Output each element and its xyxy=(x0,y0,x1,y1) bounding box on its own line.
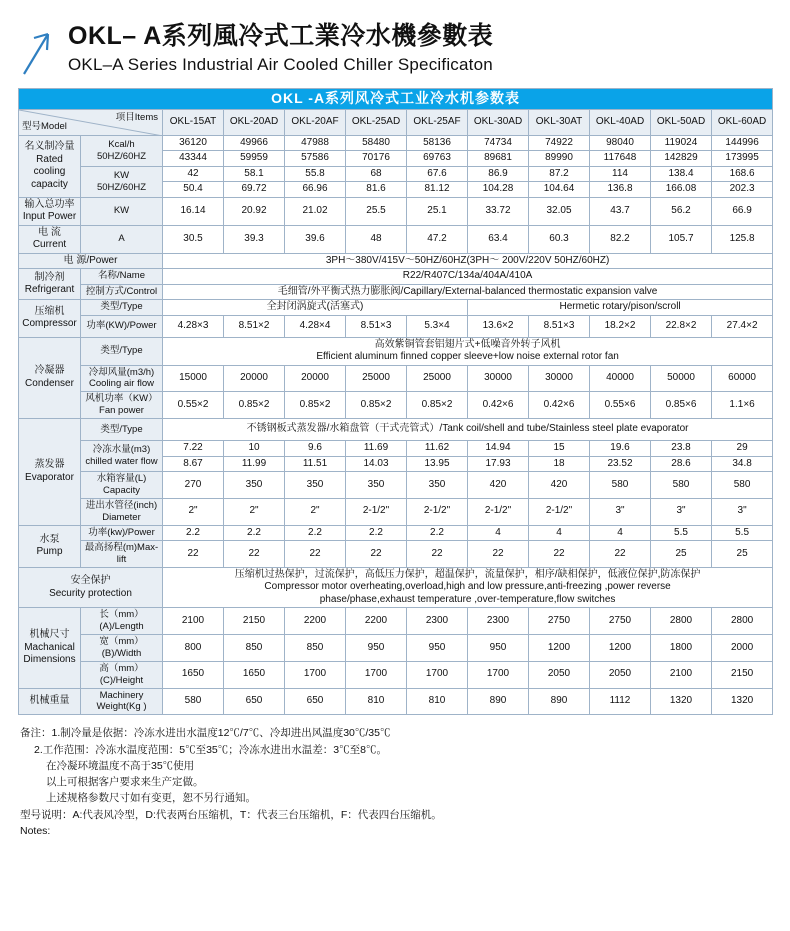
cell: 350 xyxy=(224,472,285,499)
page-title-cn: OKL– A系列風冷式工業冷水機參數表 xyxy=(68,22,494,50)
cell: 69.72 xyxy=(224,182,285,198)
group-current: 电 流 Current xyxy=(19,225,81,253)
label-dim-width: 宽（mm）(B)/Width xyxy=(81,635,163,662)
cell: 11.99 xyxy=(224,456,285,472)
cell: 30000 xyxy=(529,365,590,392)
cell: 420 xyxy=(468,472,529,499)
cell: 60.3 xyxy=(529,225,590,253)
cell: 0.55×2 xyxy=(163,392,224,419)
group-rated-cooling-capacity: 名义制冷量 Rated cooling capacity xyxy=(19,135,81,197)
cell: 950 xyxy=(407,635,468,662)
cell: 580 xyxy=(163,688,224,715)
value-condenser-type: 高效紫铜管套铝翅片式+低噪音外转子风机 Efficient aluminum finned copper sleeve+low noise external rotor fan xyxy=(163,337,773,365)
label-current-unit: A xyxy=(81,225,163,253)
cell: 40000 xyxy=(590,365,651,392)
value-evaporator-type: 不锈钢板式蒸发器/水箱盘管（干式壳管式）/Tank coil/shell and tube/Stainless steel plate evaporator xyxy=(163,419,773,441)
cell: 2300 xyxy=(407,608,468,635)
row-kw-50 xyxy=(19,166,773,182)
cell: 1112 xyxy=(590,688,651,715)
cell: 2-1/2" xyxy=(529,498,590,525)
note-line-1: 备注：1.制冷量是依据：冷冻水进出水温度12℃/7℃、冷却进出风温度30℃/35℃ xyxy=(20,727,391,740)
notes-block xyxy=(0,715,790,839)
cell: 0.85×2 xyxy=(285,392,346,419)
cell: 11.62 xyxy=(407,441,468,457)
cell: 2200 xyxy=(346,608,407,635)
cell: 2" xyxy=(224,498,285,525)
cell: 23.8 xyxy=(651,441,712,457)
cell: 25.5 xyxy=(346,197,407,225)
label-condenser-fanpower: 风机功率（KW） Fan power xyxy=(81,392,163,419)
cell: 850 xyxy=(285,635,346,662)
model-header-4: OKL-25AF xyxy=(407,109,468,135)
cell: 33.72 xyxy=(468,197,529,225)
cell: 950 xyxy=(468,635,529,662)
cell: 119024 xyxy=(651,135,712,151)
cell: 39.3 xyxy=(224,225,285,253)
cell: 2.2 xyxy=(224,525,285,541)
cell: 8.51×3 xyxy=(346,315,407,337)
cell: 20000 xyxy=(285,365,346,392)
cell: 1650 xyxy=(163,661,224,688)
row-kcal-50 xyxy=(19,135,773,151)
cell: 57586 xyxy=(285,151,346,167)
cell: 28.6 xyxy=(651,456,712,472)
cell: 2800 xyxy=(651,608,712,635)
cell: 87.2 xyxy=(529,166,590,182)
notes-label: Notes: xyxy=(20,824,51,837)
row-refrigerant-name xyxy=(19,269,773,285)
cell: 22 xyxy=(163,541,224,568)
note-line-4: 以上可根据客户要求来生产定做。 xyxy=(46,776,204,789)
cell: 1.1×6 xyxy=(712,392,773,419)
cell: 125.8 xyxy=(712,225,773,253)
cell: 11.51 xyxy=(285,456,346,472)
cell: 3" xyxy=(712,498,773,525)
cell: 3" xyxy=(651,498,712,525)
cell: 22 xyxy=(407,541,468,568)
cell: 22.8×2 xyxy=(651,315,712,337)
cell: 7.22 xyxy=(163,441,224,457)
label-evaporator-type: 类型/Type xyxy=(81,419,163,441)
cell: 8.51×3 xyxy=(529,315,590,337)
value-refrigerant-control: 毛细管/外平衡式热力膨胀阀/Capillary/External-balanced thermostatic expansion valve xyxy=(163,284,773,300)
cell: 202.3 xyxy=(712,182,773,198)
group-condenser: 冷凝器 Condenser xyxy=(19,337,81,419)
cell: 2200 xyxy=(285,608,346,635)
cell: 350 xyxy=(407,472,468,499)
row-evaporator-flow-a xyxy=(19,441,773,457)
cell: 2050 xyxy=(590,661,651,688)
row-pump-power xyxy=(19,525,773,541)
cell: 173995 xyxy=(712,151,773,167)
cell: 580 xyxy=(651,472,712,499)
cell: 890 xyxy=(529,688,590,715)
corner-label-model: 型号Model xyxy=(22,120,67,132)
cell: 1700 xyxy=(346,661,407,688)
cell: 580 xyxy=(590,472,651,499)
cell: 18 xyxy=(529,456,590,472)
cell: 69763 xyxy=(407,151,468,167)
cell: 4.28×3 xyxy=(163,315,224,337)
cell: 49966 xyxy=(224,135,285,151)
label-power: 电 源/Power xyxy=(19,253,163,269)
corner-cell xyxy=(19,109,163,135)
cell: 25.1 xyxy=(407,197,468,225)
cell: 350 xyxy=(285,472,346,499)
cell: 32.05 xyxy=(529,197,590,225)
cell: 25 xyxy=(651,541,712,568)
cell: 67.6 xyxy=(407,166,468,182)
cell: 2.2 xyxy=(346,525,407,541)
cell: 56.2 xyxy=(651,197,712,225)
cell: 850 xyxy=(224,635,285,662)
cell: 4.28×4 xyxy=(285,315,346,337)
model-header-1: OKL-20AD xyxy=(224,109,285,135)
value-security: 压缩机过热保护，过流保护，高低压力保护，超温保护，流量保护，相序/缺相保护，低液位保护,防冻保护 Compressor motor overheating,overload,high and low pressure,anti-freezing ,power reverse phase/phase,exhaust temperature ,over-temperature,flow switches xyxy=(163,567,773,608)
group-input-power: 输入总功率 Input Power xyxy=(19,197,81,225)
cell: 13.6×2 xyxy=(468,315,529,337)
label-evaporator-diameter: 进出水管径(inch) Diameter xyxy=(81,498,163,525)
cell: 0.42×6 xyxy=(468,392,529,419)
cell: 30000 xyxy=(468,365,529,392)
model-header-5: OKL-30AD xyxy=(468,109,529,135)
page-header xyxy=(0,0,790,88)
cell: 2-1/2" xyxy=(346,498,407,525)
value-compressor-type-cn: 全封闭涡旋式(活塞式) xyxy=(163,300,468,316)
cell: 2-1/2" xyxy=(407,498,468,525)
model-header-7: OKL-40AD xyxy=(590,109,651,135)
cell: 3" xyxy=(590,498,651,525)
cell: 2050 xyxy=(529,661,590,688)
cell: 55.8 xyxy=(285,166,346,182)
cell: 89681 xyxy=(468,151,529,167)
cell: 1800 xyxy=(651,635,712,662)
cell: 270 xyxy=(163,472,224,499)
cell: 13.95 xyxy=(407,456,468,472)
cell: 89990 xyxy=(529,151,590,167)
cell: 9.6 xyxy=(285,441,346,457)
cell: 29 xyxy=(712,441,773,457)
row-evaporator-diameter xyxy=(19,498,773,525)
cell: 17.93 xyxy=(468,456,529,472)
row-compressor-type xyxy=(19,300,773,316)
cell: 58480 xyxy=(346,135,407,151)
label-compressor-type: 类型/Type xyxy=(81,300,163,316)
model-header-6: OKL-30AT xyxy=(529,109,590,135)
label-kcal: Kcal/h 50HZ/60HZ xyxy=(81,135,163,166)
note-line-2: 2.工作范围：冷冻水温度范围：5℃至35℃；冷冻水进出水温差：3℃至8℃。 xyxy=(34,743,387,756)
model-header-0: OKL-15AT xyxy=(163,109,224,135)
cell: 650 xyxy=(285,688,346,715)
cell: 47.2 xyxy=(407,225,468,253)
cell: 47988 xyxy=(285,135,346,151)
model-header-3: OKL-25AD xyxy=(346,109,407,135)
label-input-power-unit: KW xyxy=(81,197,163,225)
cell: 82.2 xyxy=(590,225,651,253)
cell: 25000 xyxy=(346,365,407,392)
cell: 70176 xyxy=(346,151,407,167)
cell: 20000 xyxy=(224,365,285,392)
cell: 63.4 xyxy=(468,225,529,253)
cell: 105.7 xyxy=(651,225,712,253)
cell: 25 xyxy=(712,541,773,568)
row-evaporator-capacity xyxy=(19,472,773,499)
cell: 42 xyxy=(163,166,224,182)
cell: 43344 xyxy=(163,151,224,167)
label-refrigerant-control: 控制方式/Control xyxy=(81,284,163,300)
label-compressor-power: 功率(KW)/Power xyxy=(81,315,163,337)
cell: 0.85×2 xyxy=(224,392,285,419)
cell: 420 xyxy=(529,472,590,499)
title-block xyxy=(68,22,493,77)
label-weight: Machinery Weight(Kg ) xyxy=(81,688,163,715)
cell: 20.92 xyxy=(224,197,285,225)
cell: 19.6 xyxy=(590,441,651,457)
banner-text: OKL -A系列风冷式工业冷水机参数表 xyxy=(19,89,773,110)
cell: 0.85×6 xyxy=(651,392,712,419)
cell: 2750 xyxy=(590,608,651,635)
cell: 2.2 xyxy=(407,525,468,541)
cell: 25000 xyxy=(407,365,468,392)
cell: 8.67 xyxy=(163,456,224,472)
row-evaporator-type xyxy=(19,419,773,441)
cell: 2100 xyxy=(651,661,712,688)
label-condenser-type: 类型/Type xyxy=(81,337,163,365)
cell: 22 xyxy=(590,541,651,568)
cell: 2800 xyxy=(712,608,773,635)
cell: 86.9 xyxy=(468,166,529,182)
cell: 15 xyxy=(529,441,590,457)
cell: 138.4 xyxy=(651,166,712,182)
group-evaporator: 蒸发器 Evaporator xyxy=(19,419,81,526)
cell: 5.3×4 xyxy=(407,315,468,337)
row-current xyxy=(19,225,773,253)
cell: 4 xyxy=(529,525,590,541)
row-dim-width xyxy=(19,635,773,662)
cell: 34.8 xyxy=(712,456,773,472)
cell: 22 xyxy=(529,541,590,568)
group-pump: 水泵 Pump xyxy=(19,525,81,567)
cell: 39.6 xyxy=(285,225,346,253)
cell: 66.9 xyxy=(712,197,773,225)
cell: 14.03 xyxy=(346,456,407,472)
cell: 2.2 xyxy=(285,525,346,541)
cell: 1200 xyxy=(590,635,651,662)
cell: 5.5 xyxy=(712,525,773,541)
cell: 48 xyxy=(346,225,407,253)
cell: 8.51×2 xyxy=(224,315,285,337)
cell: 1700 xyxy=(407,661,468,688)
group-security: 安全保护 Security protection xyxy=(19,567,163,608)
cell: 117648 xyxy=(590,151,651,167)
row-dim-height xyxy=(19,661,773,688)
group-weight: 机械重量 xyxy=(19,688,81,715)
cell: 350 xyxy=(346,472,407,499)
cell: 104.64 xyxy=(529,182,590,198)
cell: 22 xyxy=(346,541,407,568)
cell: 2300 xyxy=(468,608,529,635)
row-condenser-airflow xyxy=(19,365,773,392)
row-weight xyxy=(19,688,773,715)
group-refrigerant: 制冷剂 Refrigerant xyxy=(19,269,81,300)
cell: 2-1/2" xyxy=(468,498,529,525)
cell: 50000 xyxy=(651,365,712,392)
cell: 15000 xyxy=(163,365,224,392)
cell: 98040 xyxy=(590,135,651,151)
cell: 810 xyxy=(407,688,468,715)
row-security xyxy=(19,567,773,608)
cell: 2750 xyxy=(529,608,590,635)
model-legend: 型号说明：A:代表风冷型，D:代表两台压缩机，T：代表三台压缩机，F：代表四台压缩机。 xyxy=(20,808,442,821)
cell: 43.7 xyxy=(590,197,651,225)
label-evaporator-capacity: 水箱容量(L) Capacity xyxy=(81,472,163,499)
cell: 1700 xyxy=(468,661,529,688)
model-header-8: OKL-50AD xyxy=(651,109,712,135)
cell: 0.85×2 xyxy=(407,392,468,419)
label-dim-height: 高（mm）(C)/Height xyxy=(81,661,163,688)
cell: 81.12 xyxy=(407,182,468,198)
label-refrigerant-name: 名称/Name xyxy=(81,269,163,285)
label-kw: KW 50HZ/60HZ xyxy=(81,166,163,197)
cell: 2000 xyxy=(712,635,773,662)
cell: 144996 xyxy=(712,135,773,151)
label-evaporator-flow: 冷冻水量(m3) chilled water flow xyxy=(81,441,163,472)
value-compressor-type-en: Hermetic rotary/pison/scroll xyxy=(468,300,773,316)
cell: 2" xyxy=(163,498,224,525)
cell: 0.42×6 xyxy=(529,392,590,419)
cell: 1320 xyxy=(712,688,773,715)
cell: 136.8 xyxy=(590,182,651,198)
row-compressor-power xyxy=(19,315,773,337)
corner-label-items: 项目Items xyxy=(115,111,158,123)
cell: 10 xyxy=(224,441,285,457)
label-pump-power: 功率(kw)/Power xyxy=(81,525,163,541)
cell: 950 xyxy=(346,635,407,662)
group-dimensions: 机械尺寸 Machanical Dimensions xyxy=(19,608,81,688)
model-header-9: OKL-60AD xyxy=(712,109,773,135)
cell: 142829 xyxy=(651,151,712,167)
cell: 2100 xyxy=(163,608,224,635)
cell: 1200 xyxy=(529,635,590,662)
cell: 59959 xyxy=(224,151,285,167)
cell: 22 xyxy=(224,541,285,568)
value-power: 3PH～380V/415V～50HZ/60HZ(3PH～ 200V/220V 50HZ/60HZ) xyxy=(163,253,773,269)
cell: 30.5 xyxy=(163,225,224,253)
cell: 22 xyxy=(468,541,529,568)
cell: 5.5 xyxy=(651,525,712,541)
cell: 74734 xyxy=(468,135,529,151)
cell: 580 xyxy=(712,472,773,499)
row-refrigerant-control xyxy=(19,284,773,300)
cell: 50.4 xyxy=(163,182,224,198)
cell: 2.2 xyxy=(163,525,224,541)
cell: 0.55×6 xyxy=(590,392,651,419)
cell: 168.6 xyxy=(712,166,773,182)
cell: 4 xyxy=(468,525,529,541)
cell: 58.1 xyxy=(224,166,285,182)
cell: 36120 xyxy=(163,135,224,151)
row-condenser-fanpower xyxy=(19,392,773,419)
cell: 166.08 xyxy=(651,182,712,198)
cell: 23.52 xyxy=(590,456,651,472)
cell: 18.2×2 xyxy=(590,315,651,337)
cell: 14.94 xyxy=(468,441,529,457)
cell: 890 xyxy=(468,688,529,715)
table-banner xyxy=(19,89,773,110)
table-header-row xyxy=(19,109,773,135)
value-refrigerant-name: R22/R407C/134a/404A/410A xyxy=(163,269,773,285)
label-pump-lift: 最高扬程(m)Max-lift xyxy=(81,541,163,568)
note-line-3: 在冷凝环境温度不高于35℃使用 xyxy=(46,759,195,772)
spec-table-wrap xyxy=(0,88,790,715)
page-title-en: OKL–A Series Industrial Air Cooled Chiller Specificaton xyxy=(68,54,493,74)
label-condenser-airflow: 冷却风量(m3/h) Cooling air flow xyxy=(81,365,163,392)
row-input-power xyxy=(19,197,773,225)
row-power-supply xyxy=(19,253,773,269)
row-condenser-type xyxy=(19,337,773,365)
cell: 104.28 xyxy=(468,182,529,198)
cell: 21.02 xyxy=(285,197,346,225)
cell: 1650 xyxy=(224,661,285,688)
cell: 27.4×2 xyxy=(712,315,773,337)
arrow-logo-icon xyxy=(18,26,64,78)
cell: 16.14 xyxy=(163,197,224,225)
cell: 2" xyxy=(285,498,346,525)
cell: 1320 xyxy=(651,688,712,715)
cell: 0.85×2 xyxy=(346,392,407,419)
cell: 1700 xyxy=(285,661,346,688)
cell: 4 xyxy=(590,525,651,541)
cell: 114 xyxy=(590,166,651,182)
row-pump-lift xyxy=(19,541,773,568)
cell: 810 xyxy=(346,688,407,715)
cell: 81.6 xyxy=(346,182,407,198)
cell: 74922 xyxy=(529,135,590,151)
cell: 11.69 xyxy=(346,441,407,457)
cell: 68 xyxy=(346,166,407,182)
cell: 650 xyxy=(224,688,285,715)
model-header-2: OKL-20AF xyxy=(285,109,346,135)
row-dim-length xyxy=(19,608,773,635)
cell: 60000 xyxy=(712,365,773,392)
cell: 22 xyxy=(285,541,346,568)
cell: 2150 xyxy=(712,661,773,688)
note-line-5: 上述规格参数尺寸如有变更，恕不另行通知。 xyxy=(46,792,256,805)
cell: 2150 xyxy=(224,608,285,635)
spec-table xyxy=(18,88,773,715)
cell: 800 xyxy=(163,635,224,662)
cell: 66.96 xyxy=(285,182,346,198)
label-dim-length: 长（mm）(A)/Length xyxy=(81,608,163,635)
cell: 58136 xyxy=(407,135,468,151)
group-compressor: 压缩机 Compressor xyxy=(19,300,81,338)
